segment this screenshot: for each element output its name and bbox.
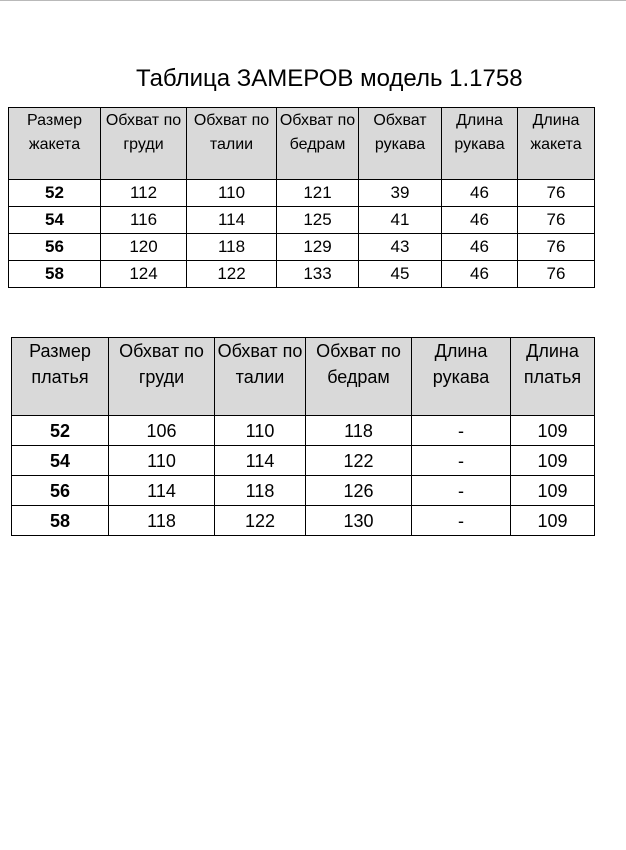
size-cell: 54 [9,207,101,234]
table-cell: 45 [359,261,442,288]
table-cell: 109 [511,506,595,536]
header-waist-girth: Обхват по талии [187,108,277,180]
table-cell: 114 [215,446,306,476]
table-cell: 109 [511,476,595,506]
table-cell: 118 [306,416,412,446]
table-cell: 46 [442,207,518,234]
table-cell: 116 [101,207,187,234]
table-cell: 121 [277,180,359,207]
table-cell: 124 [101,261,187,288]
table-cell: 109 [511,416,595,446]
table-cell: 118 [109,506,215,536]
table-cell: 46 [442,261,518,288]
table-cell: 120 [101,234,187,261]
header-sleeve-length: Длина рукава [442,108,518,180]
table-row [12,476,595,506]
table-cell: 133 [277,261,359,288]
table-cell: 76 [518,207,595,234]
header-hip-girth: Обхват по бедрам [277,108,359,180]
size-cell: 52 [12,416,109,446]
header-chest-girth: Обхват по груди [101,108,187,180]
table-cell: 110 [109,446,215,476]
table-cell: 122 [187,261,277,288]
table-cell: 122 [215,506,306,536]
table-cell: 118 [215,476,306,506]
table-cell: 129 [277,234,359,261]
table-row [9,261,595,288]
size-cell: 56 [12,476,109,506]
table-cell: 39 [359,180,442,207]
table-row [12,416,595,446]
size-cell: 58 [12,506,109,536]
header-chest-girth: Обхват по груди [109,338,215,416]
table-cell: 110 [215,416,306,446]
header-hip-girth: Обхват по бедрам [306,338,412,416]
table-cell: 114 [109,476,215,506]
table-cell: - [412,416,511,446]
header-sleeve-girth: Обхват рукава [359,108,442,180]
table-header-row [9,108,595,180]
table-cell: - [412,446,511,476]
table-cell: 76 [518,261,595,288]
table-cell: 46 [442,234,518,261]
dress-measurements-table [11,337,595,536]
table-row [12,506,595,536]
table-cell: - [412,506,511,536]
table-cell: 126 [306,476,412,506]
header-dress-size: Размер платья [12,338,109,416]
page-top-border [0,0,626,1]
table-cell: - [412,476,511,506]
header-jacket-length: Длина жакета [518,108,595,180]
table-header-row [12,338,595,416]
size-cell: 56 [9,234,101,261]
table-cell: 76 [518,234,595,261]
table-cell: 130 [306,506,412,536]
table-row [9,180,595,207]
header-jacket-size: Размер жакета [9,108,101,180]
table-cell: 41 [359,207,442,234]
table-cell: 110 [187,180,277,207]
table-cell: 118 [187,234,277,261]
table-cell: 76 [518,180,595,207]
table-cell: 106 [109,416,215,446]
header-waist-girth: Обхват по талии [215,338,306,416]
header-dress-length: Длина платья [511,338,595,416]
size-cell: 52 [9,180,101,207]
size-cell: 54 [12,446,109,476]
table-cell: 125 [277,207,359,234]
table-row [9,234,595,261]
table-cell: 109 [511,446,595,476]
table-cell: 122 [306,446,412,476]
size-cell: 58 [9,261,101,288]
table-cell: 112 [101,180,187,207]
table-cell: 114 [187,207,277,234]
table-row [12,446,595,476]
header-sleeve-length: Длина рукава [412,338,511,416]
jacket-measurements-table [8,107,595,288]
table-cell: 46 [442,180,518,207]
table-cell: 43 [359,234,442,261]
page-title: Таблица ЗАМЕРОВ модель 1.1758 [136,65,523,92]
table-row [9,207,595,234]
